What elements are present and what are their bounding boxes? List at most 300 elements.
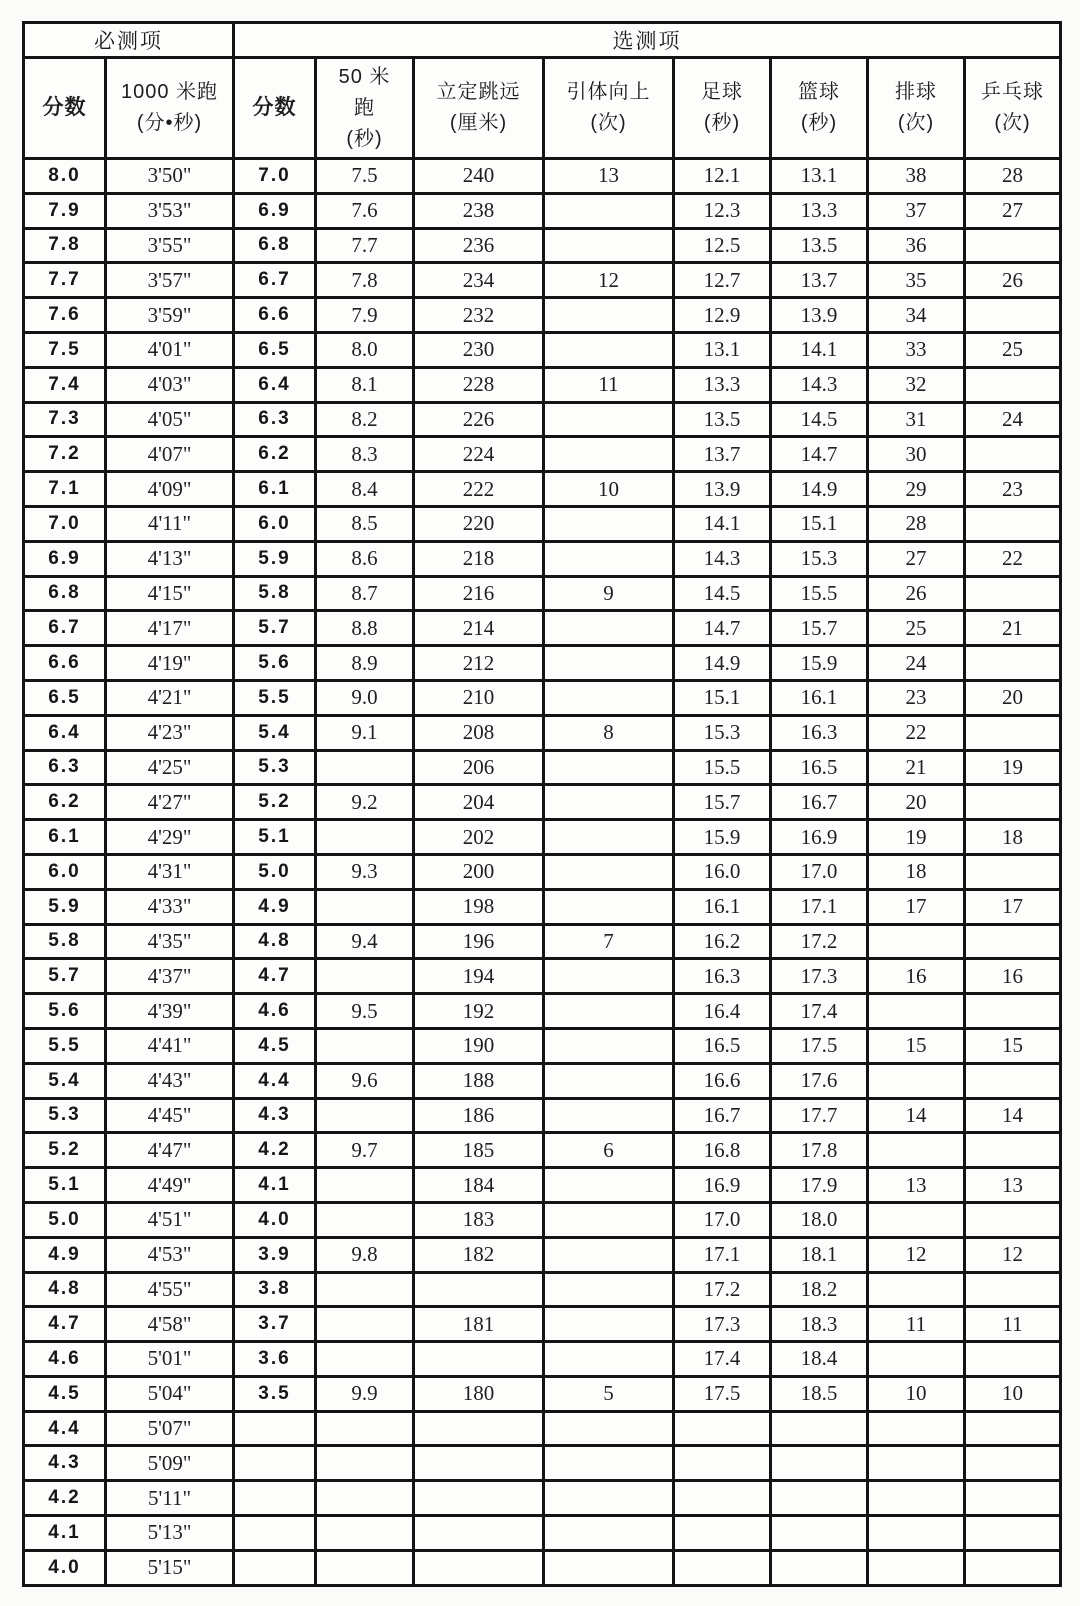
table-row [24, 1202, 1061, 1237]
cell-run-1000m: 5'07" [106, 1411, 234, 1446]
cell-table-tennis: 17 [965, 889, 1061, 924]
cell-volleyball: 17 [868, 889, 965, 924]
score-table-body [24, 159, 1061, 1586]
cell-volleyball: 10 [868, 1376, 965, 1411]
cell-volleyball: 18 [868, 854, 965, 889]
cell-basketball: 15.9 [771, 646, 868, 681]
cell-run-50m: 9.7 [316, 1133, 414, 1168]
cell-volleyball [868, 1550, 965, 1585]
cell-run-1000m: 5'15" [106, 1550, 234, 1585]
cell-run-50m [316, 1272, 414, 1307]
cell-pull-ups [544, 750, 674, 785]
table-row [24, 402, 1061, 437]
cell-standing-long-jump [414, 1272, 544, 1307]
cell-volleyball: 35 [868, 263, 965, 298]
column-header-table-tennis: 乒乓球 (次) [965, 58, 1061, 159]
cell-pull-ups [544, 1028, 674, 1063]
cell-volleyball: 32 [868, 367, 965, 402]
cell-run-1000m: 4'19" [106, 646, 234, 681]
cell-table-tennis [965, 367, 1061, 402]
cell-pull-ups [544, 506, 674, 541]
cell-score-optional: 6.6 [234, 298, 316, 333]
cell-standing-long-jump: 181 [414, 1307, 544, 1342]
table-row [24, 854, 1061, 889]
cell-score-optional: 4.9 [234, 889, 316, 924]
cell-basketball: 15.7 [771, 611, 868, 646]
cell-table-tennis [965, 1063, 1061, 1098]
cell-run-50m: 7.8 [316, 263, 414, 298]
cell-score-required: 5.1 [24, 1168, 106, 1203]
cell-score-optional: 3.7 [234, 1307, 316, 1342]
cell-soccer: 14.3 [674, 541, 771, 576]
cell-table-tennis [965, 1446, 1061, 1481]
cell-volleyball: 22 [868, 715, 965, 750]
cell-run-1000m: 4'51" [106, 1202, 234, 1237]
cell-score-required: 4.3 [24, 1446, 106, 1481]
cell-score-optional: 7.0 [234, 159, 316, 194]
cell-run-1000m: 5'09" [106, 1446, 234, 1481]
cell-score-required: 7.3 [24, 402, 106, 437]
cell-basketball [771, 1516, 868, 1551]
cell-pull-ups [544, 1446, 674, 1481]
cell-standing-long-jump: 222 [414, 472, 544, 507]
table-row [24, 1307, 1061, 1342]
cell-volleyball [868, 1133, 965, 1168]
cell-soccer [674, 1446, 771, 1481]
cell-run-50m: 8.3 [316, 437, 414, 472]
cell-score-optional [234, 1550, 316, 1585]
table-row [24, 1063, 1061, 1098]
cell-score-optional: 5.0 [234, 854, 316, 889]
cell-soccer: 13.7 [674, 437, 771, 472]
cell-run-50m: 8.4 [316, 472, 414, 507]
cell-table-tennis: 10 [965, 1376, 1061, 1411]
cell-run-50m [316, 1446, 414, 1481]
cell-score-required: 6.1 [24, 820, 106, 855]
cell-standing-long-jump: 236 [414, 228, 544, 263]
table-row [24, 715, 1061, 750]
cell-run-50m: 8.6 [316, 541, 414, 576]
cell-basketball: 18.4 [771, 1342, 868, 1377]
cell-score-optional: 5.4 [234, 715, 316, 750]
table-row [24, 506, 1061, 541]
cell-run-1000m: 4'13" [106, 541, 234, 576]
cell-score-optional: 6.0 [234, 506, 316, 541]
cell-table-tennis: 22 [965, 541, 1061, 576]
cell-standing-long-jump: 182 [414, 1237, 544, 1272]
cell-soccer: 16.4 [674, 994, 771, 1029]
cell-score-optional: 4.4 [234, 1063, 316, 1098]
cell-score-required: 7.7 [24, 263, 106, 298]
table-row [24, 924, 1061, 959]
cell-run-1000m: 4'23" [106, 715, 234, 750]
cell-score-optional: 5.1 [234, 820, 316, 855]
table-row [24, 611, 1061, 646]
cell-standing-long-jump: 228 [414, 367, 544, 402]
cell-table-tennis: 25 [965, 332, 1061, 367]
table-row [24, 1516, 1061, 1551]
cell-score-optional [234, 1481, 316, 1516]
cell-table-tennis [965, 576, 1061, 611]
table-row [24, 785, 1061, 820]
cell-run-1000m: 4'17" [106, 611, 234, 646]
cell-pull-ups [544, 1272, 674, 1307]
cell-standing-long-jump: 184 [414, 1168, 544, 1203]
cell-score-required: 6.3 [24, 750, 106, 785]
cell-soccer: 14.7 [674, 611, 771, 646]
cell-soccer: 12.5 [674, 228, 771, 263]
cell-run-1000m: 3'53" [106, 193, 234, 228]
cell-standing-long-jump: 194 [414, 959, 544, 994]
cell-volleyball: 27 [868, 541, 965, 576]
cell-basketball: 17.1 [771, 889, 868, 924]
cell-run-50m: 8.0 [316, 332, 414, 367]
cell-score-optional: 6.3 [234, 402, 316, 437]
cell-run-50m: 9.6 [316, 1063, 414, 1098]
cell-run-1000m: 4'41" [106, 1028, 234, 1063]
table-row [24, 1342, 1061, 1377]
cell-soccer: 17.2 [674, 1272, 771, 1307]
cell-score-required: 4.8 [24, 1272, 106, 1307]
table-row [24, 820, 1061, 855]
cell-score-required: 8.0 [24, 159, 106, 194]
cell-standing-long-jump: 232 [414, 298, 544, 333]
cell-pull-ups [544, 1516, 674, 1551]
cell-score-optional: 4.3 [234, 1098, 316, 1133]
cell-basketball: 18.3 [771, 1307, 868, 1342]
cell-pull-ups [544, 402, 674, 437]
cell-table-tennis [965, 506, 1061, 541]
cell-table-tennis [965, 785, 1061, 820]
cell-pull-ups [544, 1168, 674, 1203]
cell-score-required: 4.5 [24, 1376, 106, 1411]
cell-score-optional: 6.4 [234, 367, 316, 402]
cell-table-tennis [965, 715, 1061, 750]
table-row [24, 1550, 1061, 1585]
column-header-row [24, 58, 1061, 159]
cell-pull-ups [544, 228, 674, 263]
cell-score-optional: 3.5 [234, 1376, 316, 1411]
table-row [24, 1168, 1061, 1203]
sports-test-score-table [22, 21, 1062, 1587]
cell-table-tennis: 24 [965, 402, 1061, 437]
cell-score-optional [234, 1516, 316, 1551]
cell-run-1000m: 4'05" [106, 402, 234, 437]
cell-basketball: 17.6 [771, 1063, 868, 1098]
cell-run-50m: 9.2 [316, 785, 414, 820]
cell-run-50m [316, 1028, 414, 1063]
table-row [24, 541, 1061, 576]
cell-score-optional: 4.6 [234, 994, 316, 1029]
cell-score-required: 5.9 [24, 889, 106, 924]
table-row [24, 680, 1061, 715]
cell-score-optional: 5.7 [234, 611, 316, 646]
cell-score-optional: 5.9 [234, 541, 316, 576]
cell-score-required: 5.2 [24, 1133, 106, 1168]
cell-run-50m [316, 1411, 414, 1446]
cell-standing-long-jump: 198 [414, 889, 544, 924]
cell-standing-long-jump [414, 1342, 544, 1377]
column-header-score-optional: 分数 [234, 58, 316, 159]
cell-soccer: 15.9 [674, 820, 771, 855]
cell-standing-long-jump: 210 [414, 680, 544, 715]
cell-soccer: 16.1 [674, 889, 771, 924]
cell-table-tennis [965, 924, 1061, 959]
cell-pull-ups [544, 820, 674, 855]
cell-volleyball [868, 1272, 965, 1307]
cell-table-tennis [965, 298, 1061, 333]
cell-standing-long-jump [414, 1446, 544, 1481]
cell-basketball: 15.5 [771, 576, 868, 611]
table-row [24, 1237, 1061, 1272]
table-row [24, 472, 1061, 507]
cell-soccer [674, 1411, 771, 1446]
cell-soccer: 16.5 [674, 1028, 771, 1063]
cell-score-required: 7.6 [24, 298, 106, 333]
cell-score-required: 5.3 [24, 1098, 106, 1133]
cell-table-tennis: 26 [965, 263, 1061, 298]
cell-score-optional: 4.5 [234, 1028, 316, 1063]
cell-basketball: 13.9 [771, 298, 868, 333]
column-header-run-50m: 50 米 跑 (秒) [316, 58, 414, 159]
cell-volleyball: 11 [868, 1307, 965, 1342]
cell-pull-ups [544, 193, 674, 228]
cell-run-50m: 8.7 [316, 576, 414, 611]
cell-standing-long-jump: 214 [414, 611, 544, 646]
cell-table-tennis: 20 [965, 680, 1061, 715]
cell-pull-ups [544, 785, 674, 820]
cell-basketball: 16.1 [771, 680, 868, 715]
cell-run-50m [316, 959, 414, 994]
cell-table-tennis: 28 [965, 159, 1061, 194]
cell-score-optional: 5.2 [234, 785, 316, 820]
cell-standing-long-jump: 190 [414, 1028, 544, 1063]
cell-run-1000m: 3'59" [106, 298, 234, 333]
cell-basketball: 14.5 [771, 402, 868, 437]
cell-basketball: 14.3 [771, 367, 868, 402]
cell-basketball: 17.2 [771, 924, 868, 959]
cell-score-required: 7.4 [24, 367, 106, 402]
cell-score-required: 5.0 [24, 1202, 106, 1237]
table-row [24, 646, 1061, 681]
cell-pull-ups [544, 646, 674, 681]
column-header-basketball: 篮球 (秒) [771, 58, 868, 159]
cell-pull-ups [544, 332, 674, 367]
cell-standing-long-jump: 208 [414, 715, 544, 750]
cell-score-required: 5.8 [24, 924, 106, 959]
cell-run-50m: 9.8 [316, 1237, 414, 1272]
cell-pull-ups [544, 611, 674, 646]
cell-run-50m: 9.3 [316, 854, 414, 889]
cell-standing-long-jump [414, 1516, 544, 1551]
cell-run-50m: 9.9 [316, 1376, 414, 1411]
cell-run-50m: 9.1 [316, 715, 414, 750]
cell-standing-long-jump: 200 [414, 854, 544, 889]
cell-volleyball: 31 [868, 402, 965, 437]
cell-basketball: 18.0 [771, 1202, 868, 1237]
cell-standing-long-jump [414, 1550, 544, 1585]
cell-run-1000m: 5'01" [106, 1342, 234, 1377]
cell-run-50m [316, 1516, 414, 1551]
cell-run-50m [316, 1342, 414, 1377]
table-row [24, 159, 1061, 194]
cell-score-required: 7.8 [24, 228, 106, 263]
cell-basketball: 16.3 [771, 715, 868, 750]
cell-score-required: 6.9 [24, 541, 106, 576]
cell-score-required: 6.4 [24, 715, 106, 750]
cell-pull-ups [544, 680, 674, 715]
table-row [24, 1028, 1061, 1063]
cell-table-tennis [965, 1411, 1061, 1446]
cell-standing-long-jump: 206 [414, 750, 544, 785]
cell-volleyball [868, 994, 965, 1029]
column-header-standing-long-jump: 立定跳远 (厘米) [414, 58, 544, 159]
table-row [24, 437, 1061, 472]
cell-run-1000m: 4'07" [106, 437, 234, 472]
cell-run-50m: 8.1 [316, 367, 414, 402]
cell-volleyball: 15 [868, 1028, 965, 1063]
cell-volleyball: 14 [868, 1098, 965, 1133]
cell-score-optional: 4.7 [234, 959, 316, 994]
cell-run-1000m: 4'58" [106, 1307, 234, 1342]
cell-score-required: 7.2 [24, 437, 106, 472]
cell-soccer: 15.5 [674, 750, 771, 785]
cell-run-50m: 7.5 [316, 159, 414, 194]
cell-soccer: 14.1 [674, 506, 771, 541]
cell-basketball: 17.5 [771, 1028, 868, 1063]
table-row [24, 228, 1061, 263]
cell-score-required: 5.4 [24, 1063, 106, 1098]
cell-score-required: 7.0 [24, 506, 106, 541]
cell-volleyball: 29 [868, 472, 965, 507]
cell-basketball: 17.3 [771, 959, 868, 994]
table-row [24, 1411, 1061, 1446]
cell-run-1000m: 4'31" [106, 854, 234, 889]
cell-basketball: 18.5 [771, 1376, 868, 1411]
cell-volleyball: 30 [868, 437, 965, 472]
cell-basketball [771, 1446, 868, 1481]
cell-standing-long-jump: 185 [414, 1133, 544, 1168]
cell-basketball: 16.9 [771, 820, 868, 855]
table-row [24, 889, 1061, 924]
cell-standing-long-jump: 204 [414, 785, 544, 820]
cell-run-1000m: 4'29" [106, 820, 234, 855]
cell-volleyball: 37 [868, 193, 965, 228]
cell-table-tennis: 13 [965, 1168, 1061, 1203]
cell-soccer: 16.8 [674, 1133, 771, 1168]
cell-soccer: 12.3 [674, 193, 771, 228]
cell-run-1000m: 4'11" [106, 506, 234, 541]
cell-score-required: 4.7 [24, 1307, 106, 1342]
table-row [24, 994, 1061, 1029]
cell-run-1000m: 4'39" [106, 994, 234, 1029]
cell-standing-long-jump: 192 [414, 994, 544, 1029]
cell-score-required: 5.5 [24, 1028, 106, 1063]
group-header-optional-tests: 选测项 [234, 23, 1061, 58]
cell-volleyball: 34 [868, 298, 965, 333]
cell-run-1000m: 4'47" [106, 1133, 234, 1168]
cell-soccer: 13.1 [674, 332, 771, 367]
cell-volleyball: 36 [868, 228, 965, 263]
cell-volleyball: 19 [868, 820, 965, 855]
cell-pull-ups [544, 1063, 674, 1098]
cell-score-optional: 6.9 [234, 193, 316, 228]
cell-score-optional: 5.6 [234, 646, 316, 681]
cell-standing-long-jump: 188 [414, 1063, 544, 1098]
cell-volleyball [868, 1446, 965, 1481]
cell-table-tennis: 15 [965, 1028, 1061, 1063]
cell-soccer: 13.3 [674, 367, 771, 402]
table-row [24, 1133, 1061, 1168]
column-header-volleyball: 排球 (次) [868, 58, 965, 159]
cell-soccer: 15.3 [674, 715, 771, 750]
cell-score-required: 6.5 [24, 680, 106, 715]
cell-soccer: 15.1 [674, 680, 771, 715]
cell-pull-ups [544, 959, 674, 994]
table-row [24, 298, 1061, 333]
cell-table-tennis [965, 646, 1061, 681]
cell-run-1000m: 4'55" [106, 1272, 234, 1307]
cell-soccer: 16.6 [674, 1063, 771, 1098]
cell-soccer: 16.7 [674, 1098, 771, 1133]
cell-basketball: 18.1 [771, 1237, 868, 1272]
cell-run-50m: 7.6 [316, 193, 414, 228]
cell-standing-long-jump: 180 [414, 1376, 544, 1411]
cell-basketball: 18.2 [771, 1272, 868, 1307]
cell-volleyball [868, 1202, 965, 1237]
cell-run-50m [316, 1202, 414, 1237]
cell-score-required: 4.6 [24, 1342, 106, 1377]
group-header-required-tests: 必测项 [24, 23, 234, 58]
cell-run-50m: 8.9 [316, 646, 414, 681]
cell-basketball: 17.9 [771, 1168, 868, 1203]
table-row [24, 263, 1061, 298]
cell-table-tennis: 19 [965, 750, 1061, 785]
cell-basketball: 17.0 [771, 854, 868, 889]
cell-score-optional: 6.1 [234, 472, 316, 507]
cell-volleyball: 38 [868, 159, 965, 194]
cell-pull-ups [544, 541, 674, 576]
cell-standing-long-jump: 183 [414, 1202, 544, 1237]
cell-soccer: 13.9 [674, 472, 771, 507]
cell-basketball [771, 1481, 868, 1516]
cell-score-required: 4.1 [24, 1516, 106, 1551]
cell-volleyball: 21 [868, 750, 965, 785]
cell-score-optional: 6.8 [234, 228, 316, 263]
cell-volleyball: 12 [868, 1237, 965, 1272]
cell-soccer: 12.7 [674, 263, 771, 298]
cell-run-50m: 9.0 [316, 680, 414, 715]
cell-run-50m: 9.5 [316, 994, 414, 1029]
cell-run-50m [316, 820, 414, 855]
cell-run-50m: 7.7 [316, 228, 414, 263]
table-row [24, 750, 1061, 785]
cell-pull-ups [544, 1307, 674, 1342]
cell-soccer: 16.9 [674, 1168, 771, 1203]
cell-soccer [674, 1516, 771, 1551]
cell-score-optional: 4.2 [234, 1133, 316, 1168]
cell-table-tennis [965, 1516, 1061, 1551]
cell-run-50m: 8.2 [316, 402, 414, 437]
cell-standing-long-jump: 186 [414, 1098, 544, 1133]
cell-run-1000m: 4'03" [106, 367, 234, 402]
cell-basketball: 17.4 [771, 994, 868, 1029]
cell-table-tennis: 14 [965, 1098, 1061, 1133]
cell-run-1000m: 5'04" [106, 1376, 234, 1411]
cell-basketball [771, 1411, 868, 1446]
table-row [24, 1446, 1061, 1481]
cell-pull-ups [544, 994, 674, 1029]
